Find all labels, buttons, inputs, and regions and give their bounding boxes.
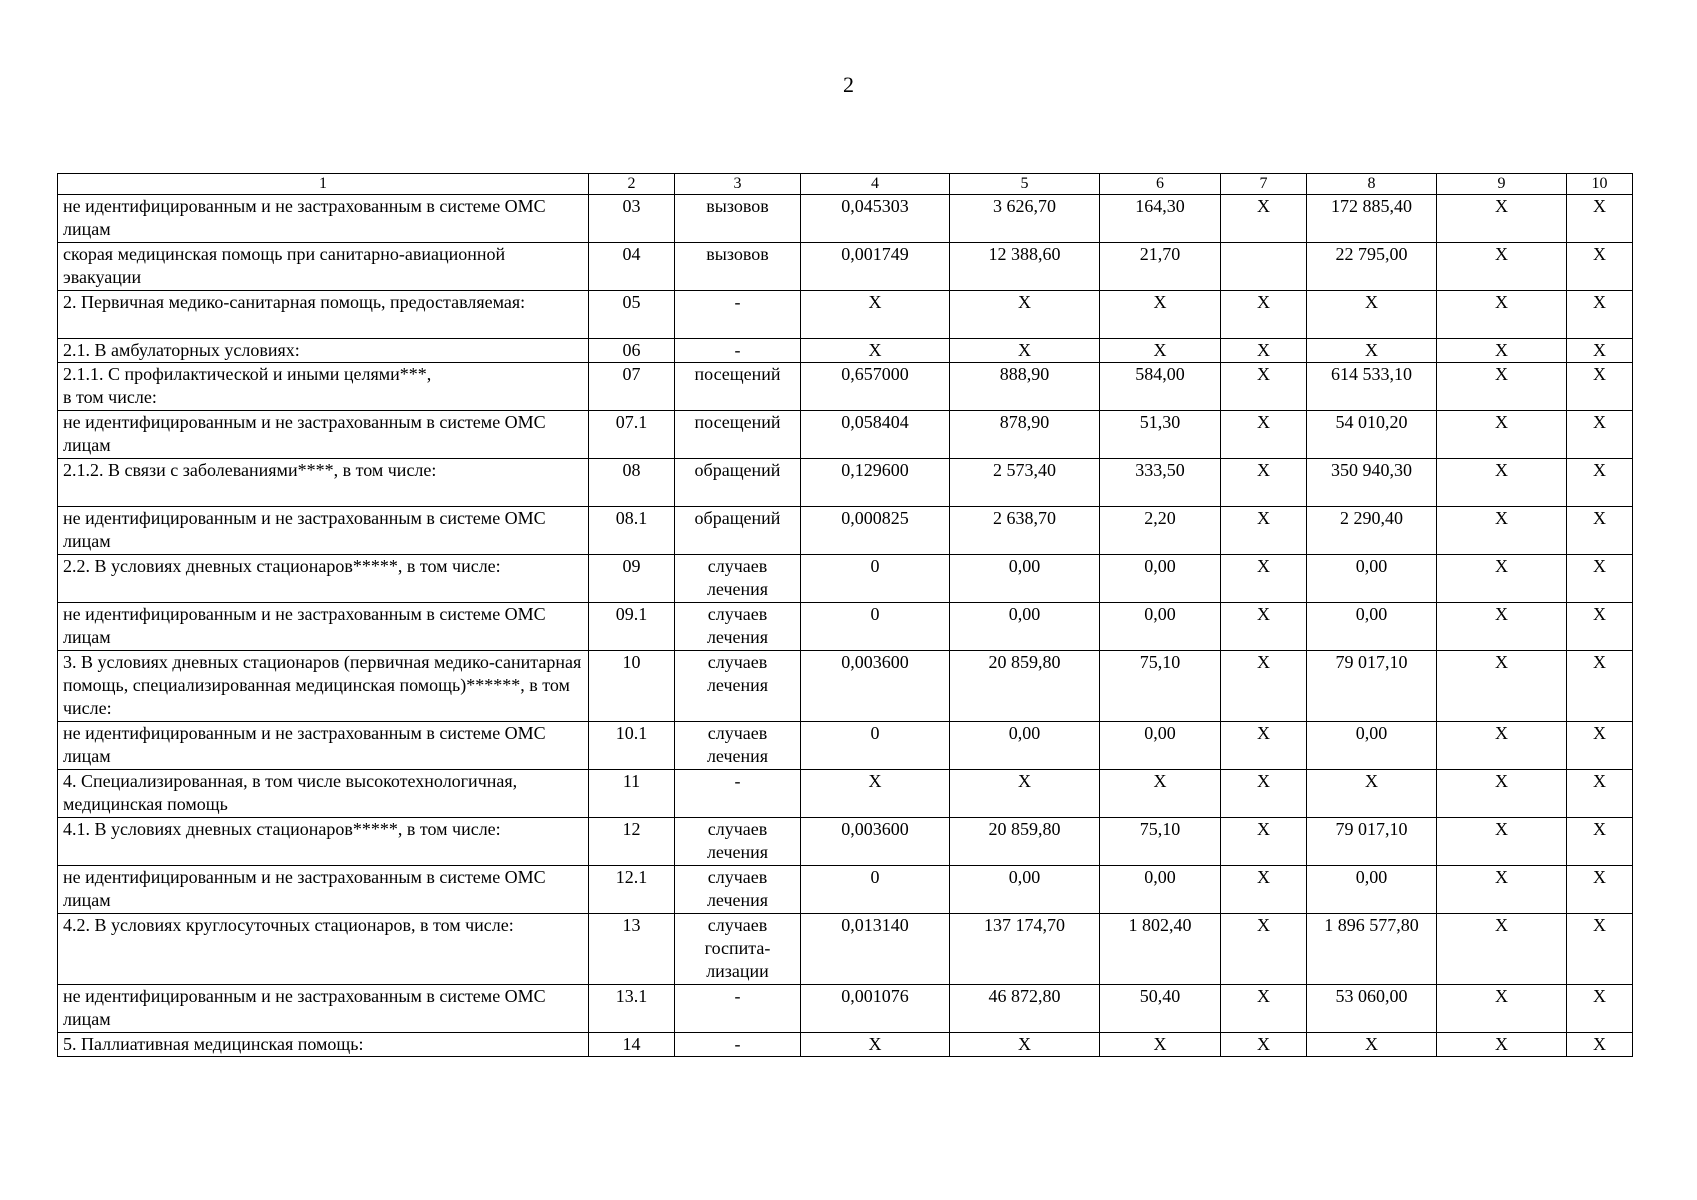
table-row bbox=[58, 459, 1633, 507]
cell-col-8: 172 885,40 bbox=[1307, 195, 1437, 243]
cell-col-6: 164,30 bbox=[1100, 195, 1221, 243]
row-code: 10 bbox=[589, 651, 675, 722]
row-unit: случаев лечения bbox=[675, 603, 801, 651]
row-unit: - bbox=[675, 985, 801, 1033]
cell-col-8: 0,00 bbox=[1307, 603, 1437, 651]
cell-col-5: 20 859,80 bbox=[950, 651, 1100, 722]
column-number: 1 bbox=[58, 174, 589, 195]
row-code: 05 bbox=[589, 291, 675, 339]
cell-col-10: X bbox=[1567, 291, 1633, 339]
row-name: 4.2. В условиях круглосуточных стационаров, в том числе: bbox=[58, 914, 589, 985]
row-name: скорая медицинская помощь при санитарно-авиационной эвакуации bbox=[58, 243, 589, 291]
row-code: 13.1 bbox=[589, 985, 675, 1033]
cell-col-6: 21,70 bbox=[1100, 243, 1221, 291]
row-name: не идентифицированным и не застрахованным в системе ОМС лицам bbox=[58, 507, 589, 555]
cell-col-10: X bbox=[1567, 459, 1633, 507]
cell-col-5: 0,00 bbox=[950, 722, 1100, 770]
row-code: 04 bbox=[589, 243, 675, 291]
row-unit: случаев лечения bbox=[675, 651, 801, 722]
row-code: 06 bbox=[589, 339, 675, 363]
cell-col-9: X bbox=[1437, 603, 1567, 651]
cell-col-9: X bbox=[1437, 459, 1567, 507]
cell-col-10: X bbox=[1567, 985, 1633, 1033]
cell-col-5: X bbox=[950, 339, 1100, 363]
row-code: 08.1 bbox=[589, 507, 675, 555]
row-name: 3. В условиях дневных стационаров (первичная медико-санитарная помощь, специализированная медицинская помощь)******, в том числе: bbox=[58, 651, 589, 722]
column-number: 6 bbox=[1100, 174, 1221, 195]
cell-col-6: 50,40 bbox=[1100, 985, 1221, 1033]
cell-col-8: X bbox=[1307, 339, 1437, 363]
cell-col-9: X bbox=[1437, 339, 1567, 363]
table-row bbox=[58, 363, 1633, 411]
cell-col-9: X bbox=[1437, 866, 1567, 914]
row-name: 2.1.2. В связи с заболеваниями****, в том числе: bbox=[58, 459, 589, 507]
table-row bbox=[58, 291, 1633, 339]
cell-col-4: 0,001749 bbox=[801, 243, 950, 291]
cell-col-10: X bbox=[1567, 603, 1633, 651]
row-name: 4. Специализированная, в том числе высокотехнологичная, медицинская помощь bbox=[58, 770, 589, 818]
cell-col-10: X bbox=[1567, 339, 1633, 363]
cell-col-6: 1 802,40 bbox=[1100, 914, 1221, 985]
cell-col-10: X bbox=[1567, 866, 1633, 914]
row-unit: - bbox=[675, 291, 801, 339]
cell-col-5: 46 872,80 bbox=[950, 985, 1100, 1033]
row-unit: посещений bbox=[675, 411, 801, 459]
cell-col-8: 614 533,10 bbox=[1307, 363, 1437, 411]
cell-col-5: 2 638,70 bbox=[950, 507, 1100, 555]
cell-col-10: X bbox=[1567, 555, 1633, 603]
cell-col-4: 0,003600 bbox=[801, 818, 950, 866]
row-code: 03 bbox=[589, 195, 675, 243]
cell-col-5: 0,00 bbox=[950, 555, 1100, 603]
row-code: 09 bbox=[589, 555, 675, 603]
row-unit: обращений bbox=[675, 459, 801, 507]
row-unit: - bbox=[675, 1033, 801, 1057]
row-code: 11 bbox=[589, 770, 675, 818]
row-code: 12 bbox=[589, 818, 675, 866]
cell-col-9: X bbox=[1437, 651, 1567, 722]
cell-col-8: 53 060,00 bbox=[1307, 985, 1437, 1033]
row-code: 13 bbox=[589, 914, 675, 985]
cell-col-7: X bbox=[1221, 866, 1307, 914]
cell-col-4: 0 bbox=[801, 866, 950, 914]
cell-col-5: 878,90 bbox=[950, 411, 1100, 459]
row-code: 07 bbox=[589, 363, 675, 411]
cell-col-9: X bbox=[1437, 1033, 1567, 1057]
cell-col-4: X bbox=[801, 339, 950, 363]
column-number: 10 bbox=[1567, 174, 1633, 195]
cell-col-9: X bbox=[1437, 914, 1567, 985]
cell-col-9: X bbox=[1437, 818, 1567, 866]
column-number: 2 bbox=[589, 174, 675, 195]
cell-col-4: 0 bbox=[801, 722, 950, 770]
cell-col-4: 0,000825 bbox=[801, 507, 950, 555]
cell-col-8: 0,00 bbox=[1307, 866, 1437, 914]
row-unit: случаев госпита-лизации bbox=[675, 914, 801, 985]
cell-col-10: X bbox=[1567, 914, 1633, 985]
row-name: 2. Первичная медико-санитарная помощь, предоставляемая: bbox=[58, 291, 589, 339]
cell-col-4: 0,129600 bbox=[801, 459, 950, 507]
row-name: не идентифицированным и не застрахованным в системе ОМС лицам bbox=[58, 985, 589, 1033]
cell-col-4: 0,003600 bbox=[801, 651, 950, 722]
row-unit: случаев лечения bbox=[675, 722, 801, 770]
row-code: 09.1 bbox=[589, 603, 675, 651]
cell-col-10: X bbox=[1567, 818, 1633, 866]
table-row bbox=[58, 722, 1633, 770]
cell-col-10: X bbox=[1567, 411, 1633, 459]
cell-col-8: 79 017,10 bbox=[1307, 651, 1437, 722]
row-code: 12.1 bbox=[589, 866, 675, 914]
cell-col-4: 0,058404 bbox=[801, 411, 950, 459]
cell-col-9: X bbox=[1437, 555, 1567, 603]
table-row bbox=[58, 985, 1633, 1033]
cell-col-6: X bbox=[1100, 1033, 1221, 1057]
cell-col-10: X bbox=[1567, 243, 1633, 291]
cell-col-10: X bbox=[1567, 770, 1633, 818]
cell-col-6: 0,00 bbox=[1100, 722, 1221, 770]
cell-col-10: X bbox=[1567, 195, 1633, 243]
cell-col-8: X bbox=[1307, 291, 1437, 339]
cell-col-7: X bbox=[1221, 818, 1307, 866]
cell-col-6: 333,50 bbox=[1100, 459, 1221, 507]
cell-col-8: 2 290,40 bbox=[1307, 507, 1437, 555]
cell-col-9: X bbox=[1437, 985, 1567, 1033]
cell-col-8: 54 010,20 bbox=[1307, 411, 1437, 459]
cell-col-9: X bbox=[1437, 243, 1567, 291]
cell-col-9: X bbox=[1437, 363, 1567, 411]
cell-col-7: X bbox=[1221, 507, 1307, 555]
cell-col-8: 1 896 577,80 bbox=[1307, 914, 1437, 985]
table-row bbox=[58, 555, 1633, 603]
column-number: 4 bbox=[801, 174, 950, 195]
cell-col-7: X bbox=[1221, 339, 1307, 363]
row-unit: случаев лечения bbox=[675, 555, 801, 603]
row-unit: - bbox=[675, 770, 801, 818]
cell-col-9: X bbox=[1437, 291, 1567, 339]
row-name: 4.1. В условиях дневных стационаров*****, в том числе: bbox=[58, 818, 589, 866]
cell-col-8: 0,00 bbox=[1307, 555, 1437, 603]
cell-col-6: 51,30 bbox=[1100, 411, 1221, 459]
cell-col-5: 20 859,80 bbox=[950, 818, 1100, 866]
cell-col-4: 0 bbox=[801, 603, 950, 651]
table-row bbox=[58, 914, 1633, 985]
cell-col-4: 0,013140 bbox=[801, 914, 950, 985]
cell-col-4: 0,657000 bbox=[801, 363, 950, 411]
row-name: не идентифицированным и не застрахованным в системе ОМС лицам bbox=[58, 411, 589, 459]
cell-col-6: 2,20 bbox=[1100, 507, 1221, 555]
row-unit: обращений bbox=[675, 507, 801, 555]
cell-col-6: 0,00 bbox=[1100, 603, 1221, 651]
table-row bbox=[58, 651, 1633, 722]
row-name: 2.1.1. С профилактической и иными целями***, в том числе: bbox=[58, 363, 589, 411]
cell-col-7: X bbox=[1221, 411, 1307, 459]
column-number: 9 bbox=[1437, 174, 1567, 195]
table-row bbox=[58, 770, 1633, 818]
cell-col-4: 0 bbox=[801, 555, 950, 603]
cell-col-7: X bbox=[1221, 770, 1307, 818]
table-row bbox=[58, 818, 1633, 866]
cell-col-5: 0,00 bbox=[950, 866, 1100, 914]
cell-col-5: X bbox=[950, 1033, 1100, 1057]
row-unit: - bbox=[675, 339, 801, 363]
cell-col-6: X bbox=[1100, 339, 1221, 363]
table-row bbox=[58, 339, 1633, 363]
page-number: 2 bbox=[843, 72, 854, 97]
cell-col-7: X bbox=[1221, 459, 1307, 507]
cell-col-4: 0,045303 bbox=[801, 195, 950, 243]
row-unit: посещений bbox=[675, 363, 801, 411]
cell-col-5: X bbox=[950, 291, 1100, 339]
table-row bbox=[58, 195, 1633, 243]
cell-col-4: X bbox=[801, 291, 950, 339]
cell-col-7: X bbox=[1221, 651, 1307, 722]
cell-col-4: 0,001076 bbox=[801, 985, 950, 1033]
row-unit: вызовов bbox=[675, 195, 801, 243]
cell-col-6: 75,10 bbox=[1100, 818, 1221, 866]
cell-col-5: 2 573,40 bbox=[950, 459, 1100, 507]
cell-col-9: X bbox=[1437, 722, 1567, 770]
cell-col-8: 79 017,10 bbox=[1307, 818, 1437, 866]
table-row bbox=[58, 866, 1633, 914]
cell-col-9: X bbox=[1437, 770, 1567, 818]
column-number: 5 bbox=[950, 174, 1100, 195]
cell-col-6: X bbox=[1100, 770, 1221, 818]
cell-col-7: X bbox=[1221, 555, 1307, 603]
row-name: 2.2. В условиях дневных стационаров*****, в том числе: bbox=[58, 555, 589, 603]
cell-col-7: X bbox=[1221, 291, 1307, 339]
cell-col-6: 584,00 bbox=[1100, 363, 1221, 411]
cell-col-8: X bbox=[1307, 1033, 1437, 1057]
cell-col-4: X bbox=[801, 1033, 950, 1057]
column-number: 8 bbox=[1307, 174, 1437, 195]
table-row bbox=[58, 411, 1633, 459]
cell-col-9: X bbox=[1437, 195, 1567, 243]
row-code: 07.1 bbox=[589, 411, 675, 459]
table-row bbox=[58, 507, 1633, 555]
cell-col-7: X bbox=[1221, 1033, 1307, 1057]
data-table bbox=[57, 173, 1633, 1057]
cell-col-7: X bbox=[1221, 363, 1307, 411]
row-code: 14 bbox=[589, 1033, 675, 1057]
cell-col-5: 137 174,70 bbox=[950, 914, 1100, 985]
cell-col-8: X bbox=[1307, 770, 1437, 818]
row-unit: случаев лечения bbox=[675, 866, 801, 914]
cell-col-9: X bbox=[1437, 507, 1567, 555]
cell-col-8: 0,00 bbox=[1307, 722, 1437, 770]
cell-col-5: 0,00 bbox=[950, 603, 1100, 651]
row-name: не идентифицированным и не застрахованным в системе ОМС лицам bbox=[58, 195, 589, 243]
column-number: 3 bbox=[675, 174, 801, 195]
cell-col-5: X bbox=[950, 770, 1100, 818]
cell-col-8: 350 940,30 bbox=[1307, 459, 1437, 507]
cell-col-5: 12 388,60 bbox=[950, 243, 1100, 291]
cell-col-6: 0,00 bbox=[1100, 555, 1221, 603]
cell-col-10: X bbox=[1567, 722, 1633, 770]
row-name: не идентифицированным и не застрахованным в системе ОМС лицам bbox=[58, 603, 589, 651]
cell-col-10: X bbox=[1567, 507, 1633, 555]
cell-col-7: X bbox=[1221, 985, 1307, 1033]
cell-col-7: X bbox=[1221, 603, 1307, 651]
column-number-row bbox=[58, 174, 1633, 195]
cell-col-4: X bbox=[801, 770, 950, 818]
row-name: не идентифицированным и не застрахованным в системе ОМС лицам bbox=[58, 866, 589, 914]
row-code: 08 bbox=[589, 459, 675, 507]
cell-col-6: 75,10 bbox=[1100, 651, 1221, 722]
cell-col-7: X bbox=[1221, 914, 1307, 985]
cell-col-10: X bbox=[1567, 1033, 1633, 1057]
row-name: 5. Паллиативная медицинская помощь: bbox=[58, 1033, 589, 1057]
cell-col-7: X bbox=[1221, 722, 1307, 770]
row-name: 2.1. В амбулаторных условиях: bbox=[58, 339, 589, 363]
cell-col-6: 0,00 bbox=[1100, 866, 1221, 914]
cell-col-10: X bbox=[1567, 651, 1633, 722]
row-code: 10.1 bbox=[589, 722, 675, 770]
row-unit: вызовов bbox=[675, 243, 801, 291]
row-unit: случаев лечения bbox=[675, 818, 801, 866]
cell-col-6: X bbox=[1100, 291, 1221, 339]
cell-col-7 bbox=[1221, 243, 1307, 291]
cell-col-7: X bbox=[1221, 195, 1307, 243]
cell-col-5: 888,90 bbox=[950, 363, 1100, 411]
table-row bbox=[58, 603, 1633, 651]
cell-col-10: X bbox=[1567, 363, 1633, 411]
cell-col-5: 3 626,70 bbox=[950, 195, 1100, 243]
table-row bbox=[58, 243, 1633, 291]
cell-col-9: X bbox=[1437, 411, 1567, 459]
column-number: 7 bbox=[1221, 174, 1307, 195]
cell-col-8: 22 795,00 bbox=[1307, 243, 1437, 291]
table-row bbox=[58, 1033, 1633, 1057]
row-name: не идентифицированным и не застрахованным в системе ОМС лицам bbox=[58, 722, 589, 770]
